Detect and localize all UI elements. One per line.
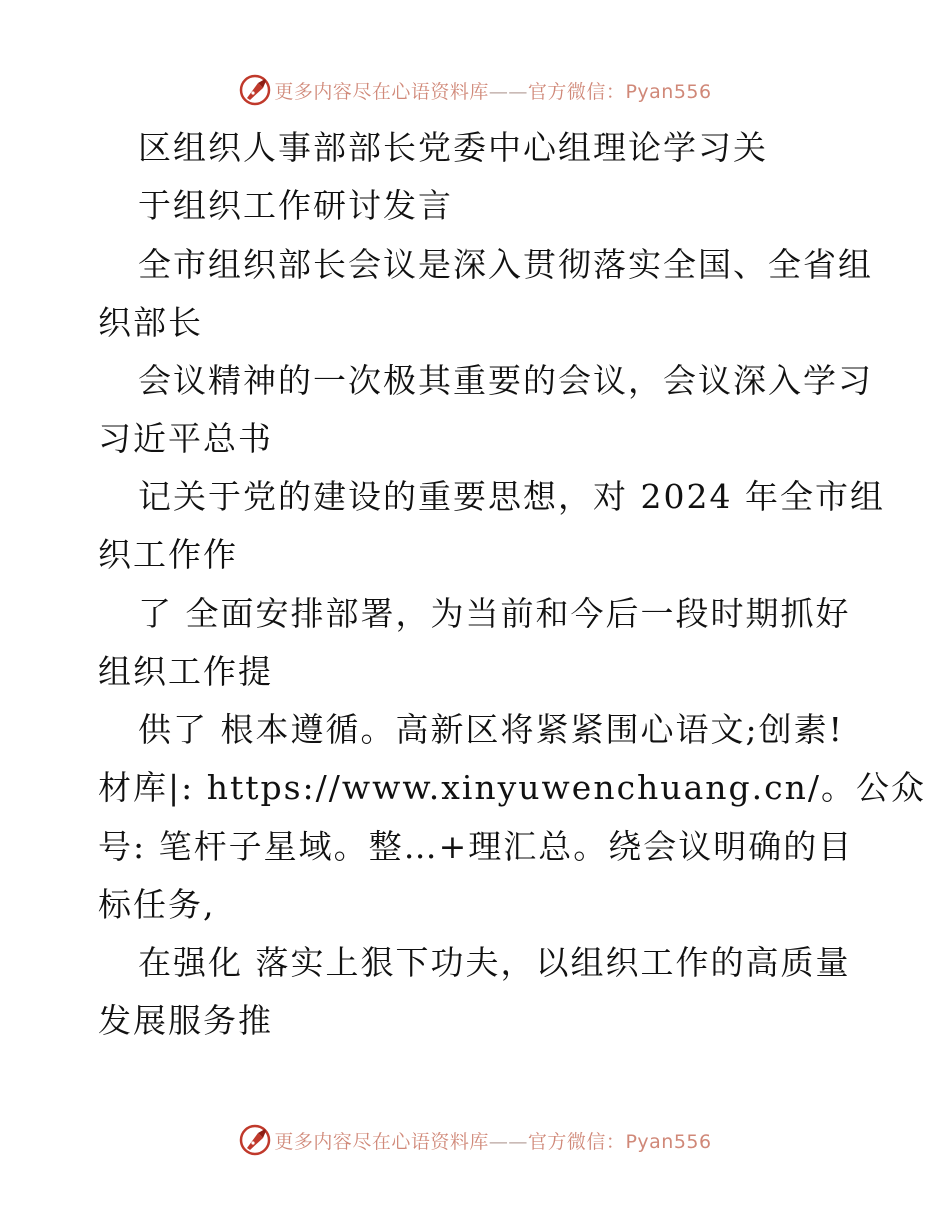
title-line-1: 区组织人事部部长党委中心组理论学习关 [138,128,768,167]
header-banner-wechat-label: 官方微信： [527,80,626,103]
footer-banner-site: 更多内容尽在心语资料库 [274,1130,489,1153]
footer-banner-wechat-id: Pyan556 [625,1130,712,1153]
paragraph-line: 发展服务推 [98,1001,273,1040]
header-banner-site: 更多内容尽在心语资料库 [274,80,489,103]
pen-nib-logo-icon [238,1123,272,1157]
paragraph-line: 全市组织部长会议是深入贯彻落实全国、全省组 [138,245,873,284]
paragraph-line: 组织工作提 [98,652,273,691]
paragraph-line: 号: 笔杆子星域。整…+理汇总。绕会议明确的目 [98,827,854,866]
paragraph-line: 织部长 [98,303,203,342]
pen-nib-logo-icon [238,73,272,107]
paragraph-line: 记关于党的建设的重要思想，对 2024 年全市组 [138,477,885,516]
header-banner-wechat-id: Pyan556 [625,80,712,103]
title-line-2: 于组织工作研讨发言 [138,186,453,225]
footer-banner-separator: —— [488,1130,528,1153]
paragraph-line: 了 全面安排部署，为当前和今后一段时期抓好 [138,594,851,633]
paragraph-line: 习近平总书 [98,419,273,458]
header-banner-text [274,77,711,104]
paragraph-line: 标任务, [98,885,216,924]
footer-banner [0,1123,950,1157]
paragraph-line: 材库|: https://www.xinyuwenchuang.cn/。公众 [98,768,926,807]
paragraph-line: 在强化 落实上狠下功夫，以组织工作的高质量 [138,943,851,982]
paragraph-line: 织工作作 [98,535,238,574]
header-banner [0,73,950,107]
paragraph-line: 会议精神的一次极其重要的会议，会议深入学习 [138,361,873,400]
paragraph-line: 供了 根本遵循。高新区将紧紧围心语文;创素! [138,710,844,749]
footer-banner-text [274,1127,711,1154]
header-banner-separator: —— [488,80,528,103]
footer-banner-wechat-label: 官方微信： [527,1130,626,1153]
